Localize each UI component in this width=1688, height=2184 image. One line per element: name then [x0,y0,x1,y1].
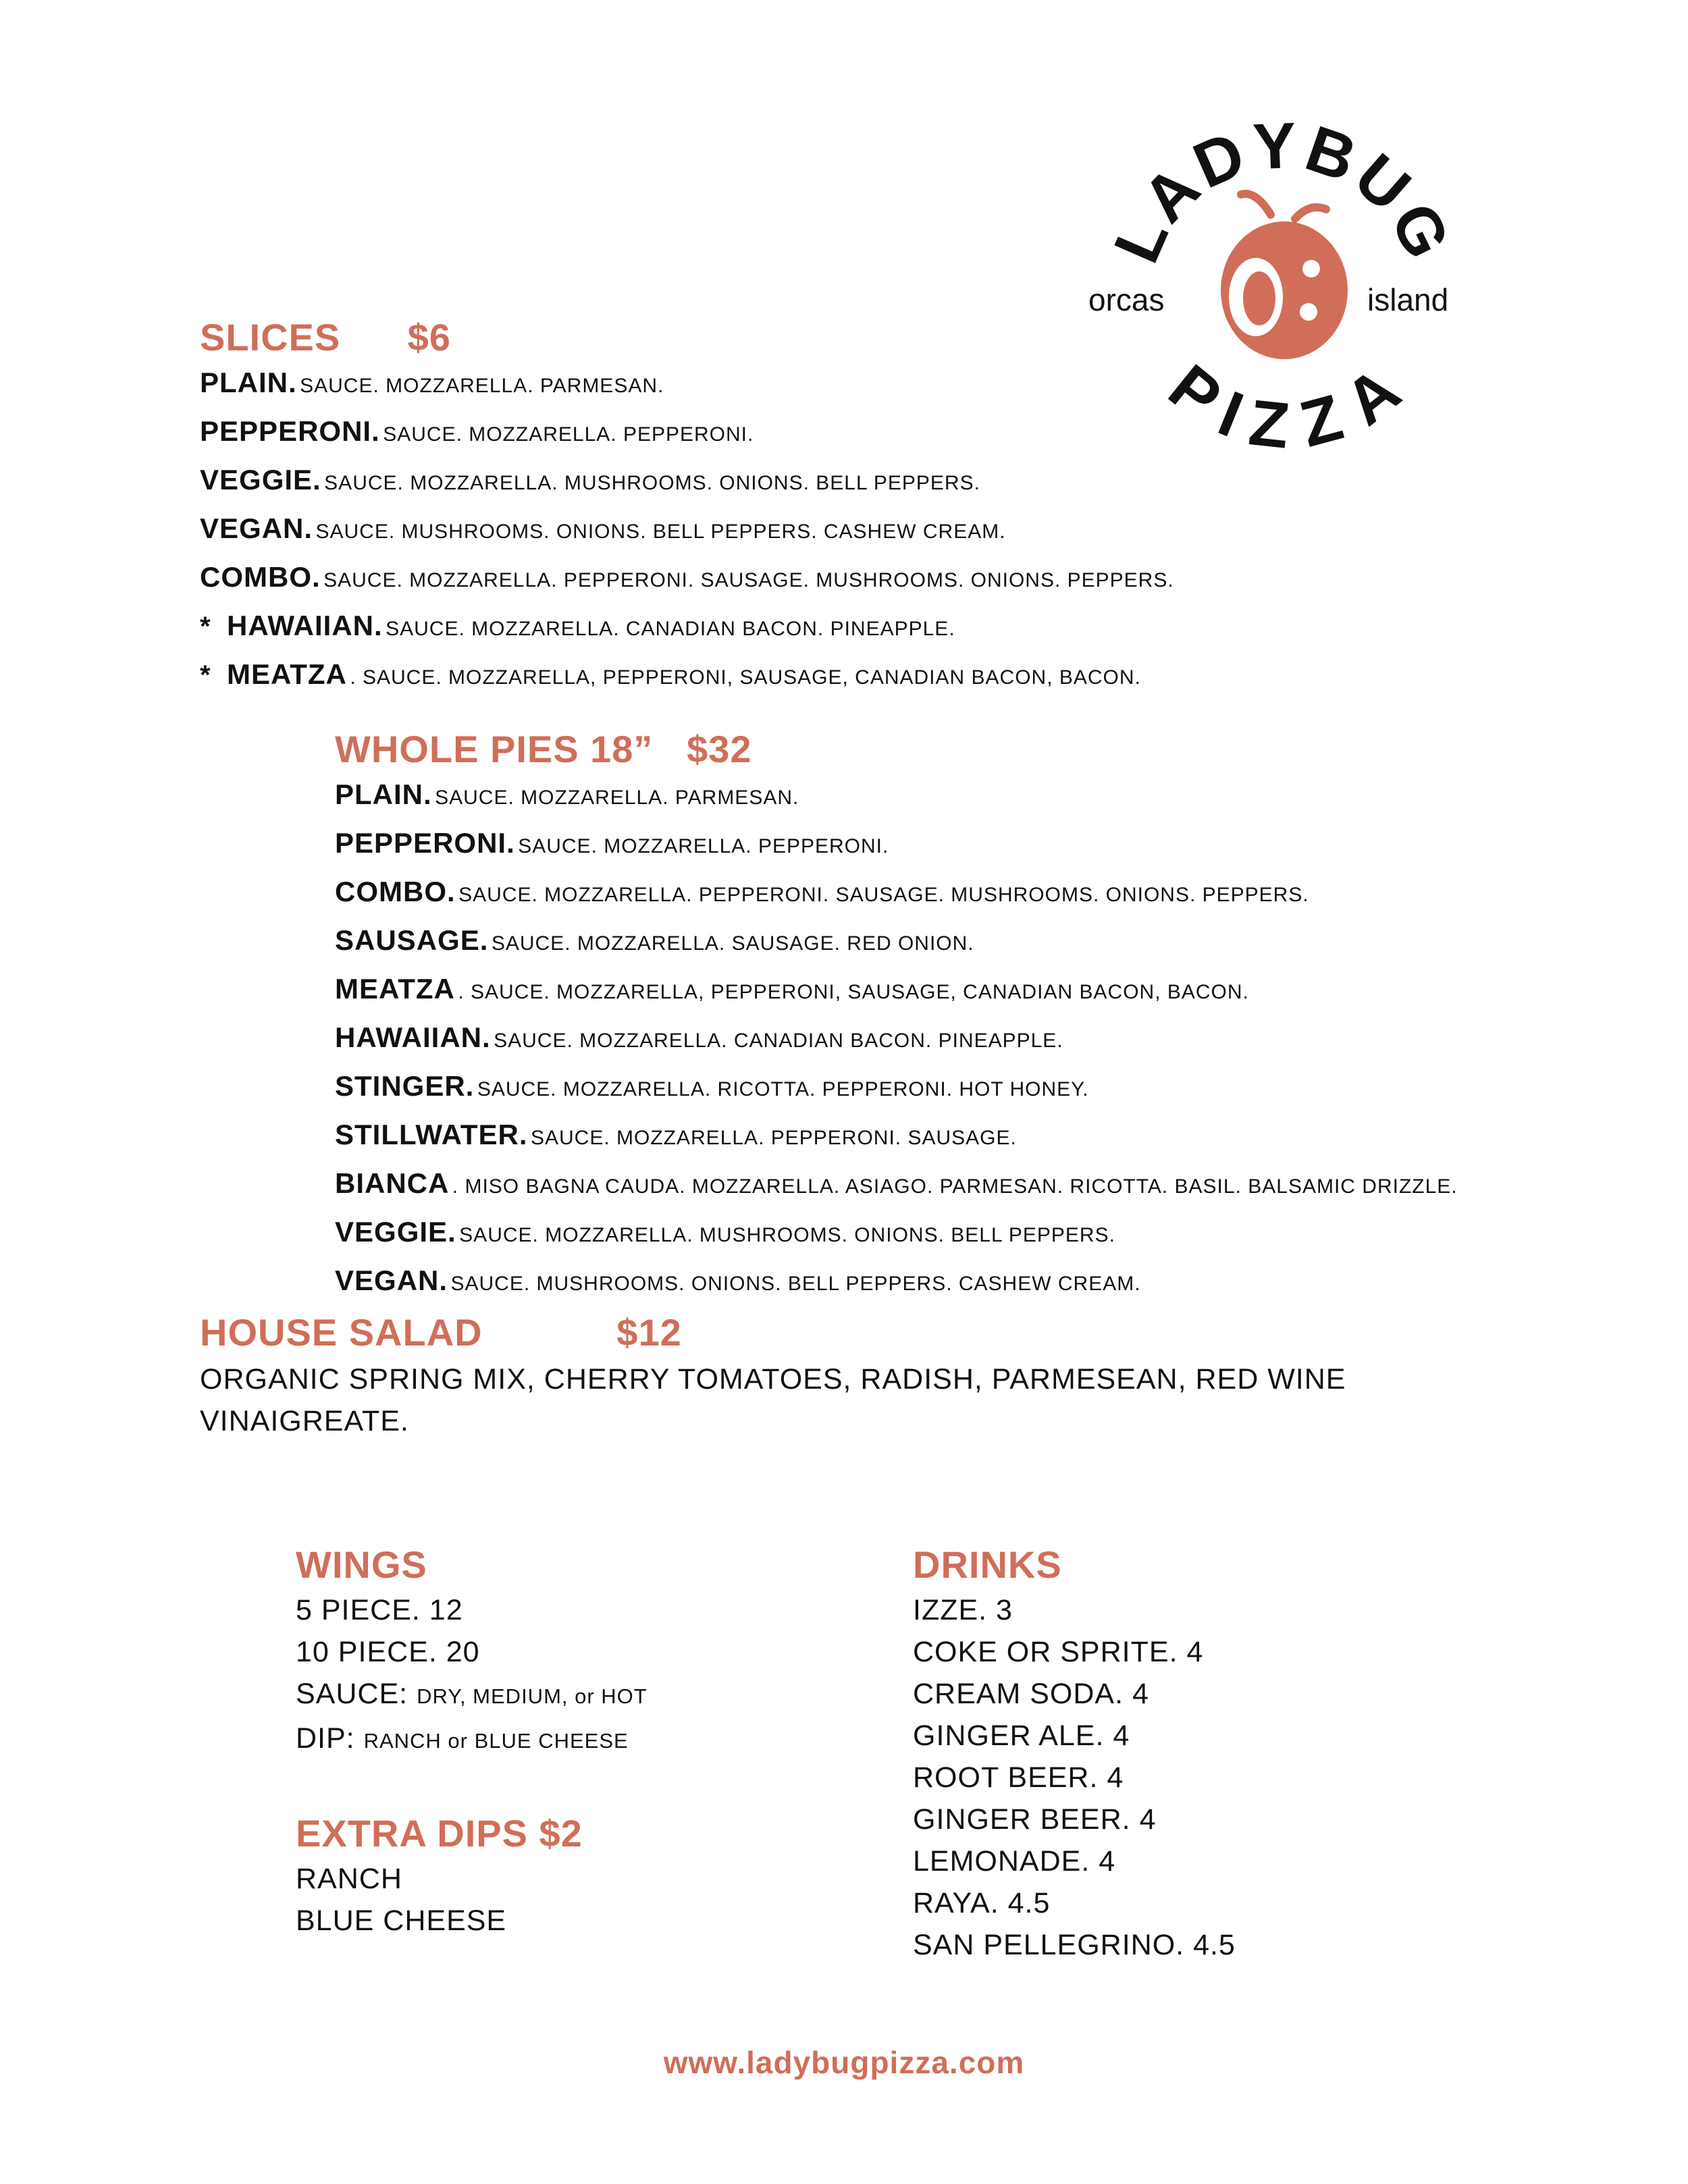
slice-item-name: PLAIN. [200,367,297,398]
pie-item-name: SAUSAGE. [335,924,489,956]
drink-item: LEMONADE. 4 [913,1845,1116,1877]
slice-item-star: * [200,612,211,641]
drink-item: IZZE. 3 [913,1594,1013,1626]
slice-item-desc: SAUCE. MOZZARELLA. PARMESAN. [300,375,664,397]
house-salad-section [200,1311,1483,1442]
slices-section [200,316,1174,702]
pie-item-desc: SAUCE. MOZZARELLA. CANADIAN BACON. PINEAPPLE. [494,1030,1063,1052]
pie-item [335,822,1458,871]
pie-item-name: HAWAIIAN. [335,1021,491,1053]
whole-pies-section [335,728,1458,1308]
pie-item-name: COMBO. [335,876,456,907]
slice-item [200,556,1174,605]
house-salad-description [200,1358,1483,1442]
house-salad-price: $12 [616,1311,682,1354]
slice-item [200,362,1174,410]
wings-title: WINGS [296,1543,427,1586]
pie-item-desc: SAUCE. MOZZARELLA. PEPPERONI. [518,835,889,857]
pie-item-desc: SAUCE. MOZZARELLA. PARMESAN. [435,787,799,809]
extra-dip-item: RANCH [296,1863,402,1895]
pie-item-desc: SAUCE. MOZZARELLA. RICOTTA. PEPPERONI. HOT HONEY. [477,1078,1089,1100]
drinks-section [913,1543,1236,1966]
slice-item-name: HAWAIIAN. [227,610,383,641]
slice-item-name: VEGGIE. [200,464,321,496]
pie-item-name: PLAIN. [335,778,432,810]
wings-five-piece: 5 PIECE. 12 [296,1594,463,1626]
slices-title: SLICES [200,316,341,358]
extra-dips-title: EXTRA DIPS $2 [296,1812,583,1855]
wings-sauce-options: DRY, MEDIUM, or HOT [417,1684,648,1708]
drinks-list [913,1589,1236,1966]
pie-item-desc: SAUCE. MOZZARELLA. SAUSAGE. RED ONION. [491,932,974,955]
pie-item-desc: SAUCE. MUSHROOMS. ONIONS. BELL PEPPERS. CASHEW CREAM. [450,1273,1141,1295]
wings-dip-label: DIP: [296,1722,355,1755]
slice-item [200,508,1174,556]
wings-ten-piece: 10 PIECE. 20 [296,1636,480,1668]
slice-item-name: COMBO. [200,561,321,593]
slice-item-name: MEATZA [227,658,347,690]
slice-item-desc: SAUCE. MUSHROOMS. ONIONS. BELL PEPPERS. CASHEW CREAM. [315,521,1006,543]
slice-item-desc: SAUCE. MOZZARELLA. MUSHROOMS. ONIONS. BELL PEPPERS. [324,472,980,494]
house-salad-title: HOUSE SALAD [200,1311,483,1354]
slice-item-desc: . SAUCE. MOZZARELLA, PEPPERONI, SAUSAGE, CANADIAN BACON, BACON. [350,666,1141,689]
pie-item [335,774,1458,822]
pie-item-desc: SAUCE. MOZZARELLA. PEPPERONI. SAUSAGE. MUSHROOMS. ONIONS. PEPPERS. [458,884,1309,906]
wings-section [296,1543,648,1762]
drink-item: ROOT BEER. 4 [913,1761,1124,1794]
logo-right-text: island [1367,282,1449,317]
slices-list [200,362,1174,702]
pie-item-name: MEATZA [335,973,455,1005]
slice-item [200,459,1174,508]
slice-item-name: VEGAN. [200,512,313,544]
wings-dip-line [296,1717,648,1762]
slices-price: $6 [407,316,451,358]
slice-item-desc: SAUCE. MOZZARELLA. PEPPERONI. [383,423,754,446]
house-salad-line-2: VINAIGREATE. [200,1405,409,1437]
pie-item-name: STINGER. [335,1070,475,1102]
slices-header [200,316,1174,359]
pie-item [335,1260,1458,1308]
drink-item: SAN PELLEGRINO. 4.5 [913,1929,1236,1961]
extra-dips-section [296,1812,583,1942]
pie-item [335,871,1458,920]
pie-item [335,1163,1458,1211]
whole-pies-list [335,774,1458,1308]
slice-item-star: * [200,660,211,690]
slice-item [200,410,1174,459]
website-link[interactable]: www.ladybugpizza.com [663,2045,1025,2080]
slice-item [200,654,1174,702]
drink-item: RAYA. 4.5 [913,1887,1051,1919]
slice-item-name: PEPPERONI. [200,415,380,447]
ladybug-icon [1221,194,1348,359]
pie-item [335,1114,1458,1163]
pie-item [335,1065,1458,1114]
pie-item [335,1211,1458,1260]
whole-pies-header [335,728,1458,771]
pie-item-name: VEGGIE. [335,1216,456,1248]
drink-item: GINGER ALE. 4 [913,1720,1130,1752]
wings-dip-options: RANCH or BLUE CHEESE [363,1729,629,1753]
pie-item [335,968,1458,1017]
whole-pies-price: $32 [687,728,752,770]
slice-item-desc: SAUCE. MOZZARELLA. CANADIAN BACON. PINEAPPLE. [386,618,955,640]
pie-item-name: STILLWATER. [335,1119,528,1150]
pie-item-desc: . MISO BAGNA CAUDA. MOZZARELLA. ASIAGO. PARMESAN. RICOTTA. BASIL. BALSAMIC DRIZZLE. [452,1175,1458,1198]
logo-left-text: orcas [1088,282,1165,317]
house-salad-header [200,1311,1483,1354]
drink-item: GINGER BEER. 4 [913,1803,1157,1836]
house-salad-line-1: ORGANIC SPRING MIX, CHERRY TOMATOES, RADISH, PARMESEAN, RED WINE [200,1363,1346,1395]
logo-bottom-text: PIZZA [1155,350,1417,452]
logo-top-text: LADYBUG [1100,115,1466,273]
pie-item-name: PEPPERONI. [335,827,515,859]
extra-dip-item: BLUE CHEESE [296,1905,507,1937]
pie-item-desc: SAUCE. MOZZARELLA. PEPPERONI. SAUSAGE. [531,1127,1017,1149]
drinks-title: DRINKS [913,1543,1062,1586]
pie-item-desc: SAUCE. MOZZARELLA. MUSHROOMS. ONIONS. BELL PEPPERS. [459,1224,1115,1246]
whole-pies-title: WHOLE PIES 18” [335,728,654,770]
pie-item-name: VEGAN. [335,1264,448,1296]
drink-item: COKE OR SPRITE. 4 [913,1636,1204,1668]
drink-item: CREAM SODA. 4 [913,1678,1149,1710]
pie-item-desc: . SAUCE. MOZZARELLA, PEPPERONI, SAUSAGE, CANADIAN BACON, BACON. [458,981,1249,1003]
wings-sauce-line [296,1673,648,1717]
pie-item [335,1017,1458,1065]
wings-sauce-label: SAUCE: [296,1678,408,1710]
pie-item [335,920,1458,968]
slice-item [200,605,1174,654]
pie-item-name: BIANCA [335,1167,450,1199]
slice-item-desc: SAUCE. MOZZARELLA. PEPPERONI. SAUSAGE. MUSHROOMS. ONIONS. PEPPERS. [323,569,1174,591]
